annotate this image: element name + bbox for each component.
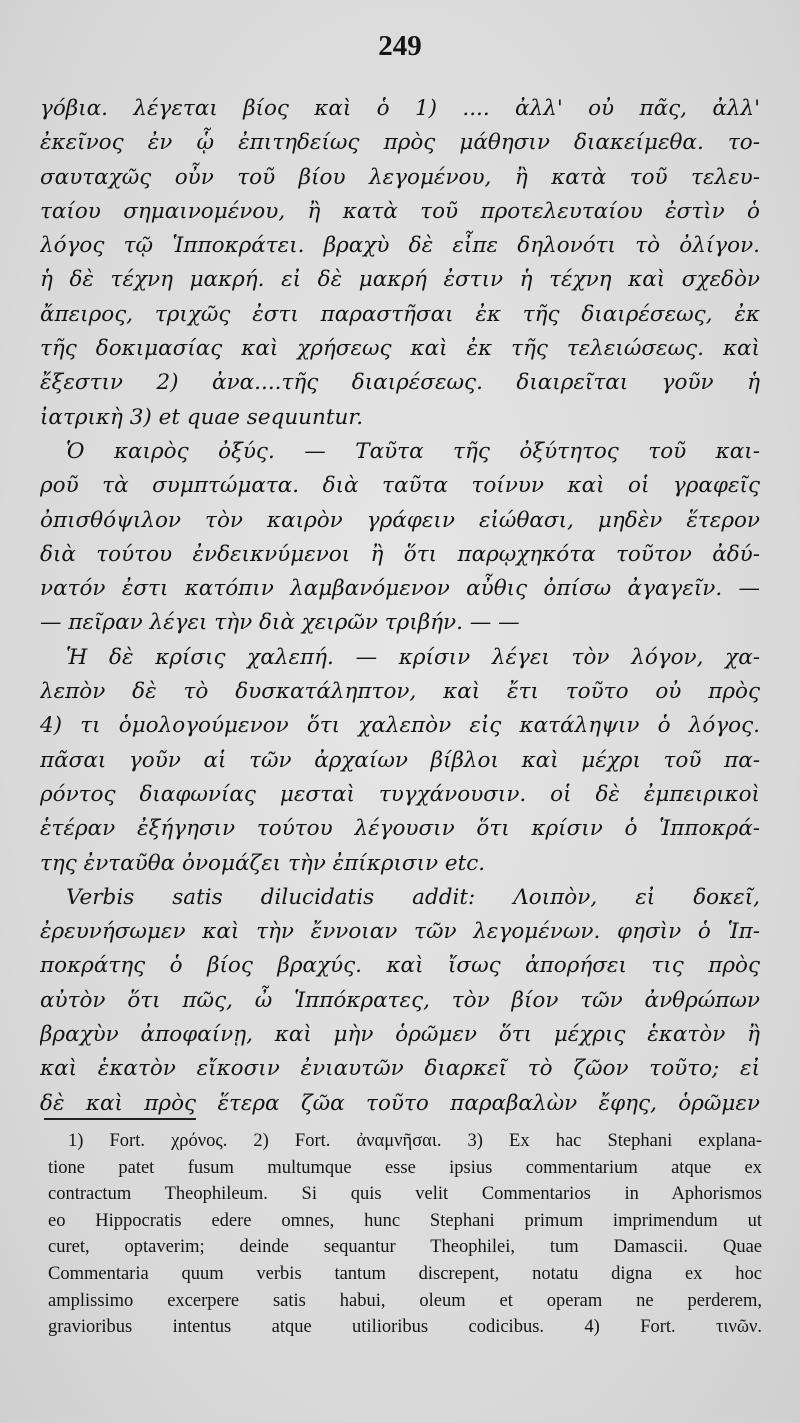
- text-line: ποκράτης ὁ βίος βραχύς. καὶ ἴσως ἀπορήσει τις πρὸς: [40, 953, 760, 979]
- footnote-line: 1) Fort. χρόνος. 2) Fort. ἀναμνῆσαι. 3) Ex hac Stephani explana-: [68, 1131, 762, 1151]
- footnote-line: Commentaria quum verbis tantum discrepent, notatu digna ex hoc: [48, 1263, 762, 1284]
- page-number: 249: [378, 30, 422, 62]
- text-line: ἐρευνήσωμεν καὶ τὴν ἔννοιαν τῶν λεγομένων. φησὶν ὁ Ἱπ-: [40, 919, 760, 945]
- text-line: ροῦ τὰ συμπτώματα. διὰ ταῦτα τοίνυν καὶ οἱ γραφεῖς: [40, 473, 760, 499]
- footnote-line: amplissimo excerpere satis habui, oleum et operam ne perderem,: [48, 1290, 762, 1311]
- text-line: Verbis satis dilucidatis addit: Λοιπὸν, εἰ δοκεῖ,: [66, 884, 760, 910]
- text-line: λεπὸν δὲ τὸ δυσκατάληπτον, καὶ ἔτι τοῦτο οὐ πρὸς: [40, 679, 760, 705]
- text-line: ταίου σημαινομένου, ἢ κατὰ τοῦ προτελευταίου ἐστὶν ὁ: [40, 198, 760, 224]
- footnote-line: gravioribus intentus atque utilioribus codicibus. 4) Fort. τινῶν.: [48, 1317, 762, 1338]
- text-line: διὰ τούτου ἐνδεικνύμενοι ἢ ὅτι παρῳχηκότα τοῦτον ἀδύ-: [40, 541, 760, 567]
- footnote-line: contractum Theophileum. Si quis velit Commentarios in Aphorismos: [48, 1184, 762, 1205]
- text-line: ρόντος διαφωνίας μεσταὶ τυγχάνουσιν. οἱ δὲ ἐμπειρικοὶ: [40, 781, 760, 807]
- footnote-line: eo Hippocratis edere omnes, hunc Stephani primum imprimendum ut: [48, 1210, 762, 1231]
- text-line: ἡ δὲ τέχνη μακρή. εἰ δὲ μακρή ἐστιν ἡ τέχνη καὶ σχεδὸν: [40, 267, 760, 293]
- text-line: σαυταχῶς οὖν τοῦ βίου λεγομένου, ἢ κατὰ τοῦ τελευ-: [40, 164, 760, 190]
- footnote-line: curet, optaverim; deinde sequantur Theophilei, tum Damascii. Quae: [48, 1237, 762, 1258]
- text-line: Ὁ καιρὸς ὀξύς. — Ταῦτα τῆς ὀξύτητος τοῦ και-: [66, 438, 760, 464]
- text-line: λόγος τῷ Ἱπποκράτει. βραχὺ δὲ εἶπε δηλονότι τὸ ὀλίγον.: [40, 233, 760, 259]
- text-line: ἐκεῖνος ἐν ᾧ ἐπιτηδείως πρὸς μάθησιν διακείμεθα. το-: [40, 130, 760, 156]
- text-line: της ἐνταῦθα ὀνομάζει τὴν ἐπίκρισιν etc.: [40, 850, 486, 876]
- footnote-line: tione patet fusum multumque esse ipsius commentarium atque ex: [48, 1157, 762, 1178]
- text-line: δὲ καὶ πρὸς ἕτερα ζῶα τοῦτο παραβαλὼν ἔφης, ὁρῶμεν: [40, 1090, 760, 1116]
- text-line: ἔξεστιν 2) ἀνα....τῆς διαιρέσεως. διαιρεῖται γοῦν ἡ: [40, 370, 760, 396]
- text-line: — πεῖραν λέγει τὴν διὰ χειρῶν τριβήν. — —: [40, 610, 520, 636]
- main-text: [40, 92, 760, 1121]
- footnote-separator: [44, 1118, 196, 1120]
- text-line: αὐτὸν ὅτι πῶς, ὦ Ἱππόκρατες, τὸν βίον τῶν ἀνθρώπων: [40, 987, 760, 1013]
- text-line: ὀπισθόψιλον τὸν καιρὸν γράφειν εἰώθασι, μηδὲν ἕτερον: [40, 507, 760, 533]
- text-line: ἰατρικὴ 3) et quae sequuntur.: [40, 404, 364, 430]
- text-line: βραχὺν ἀποφαίνῃ, καὶ μὴν ὁρῶμεν ὅτι μέχρις ἑκατὸν ἢ: [40, 1022, 760, 1048]
- text-line: καὶ ἑκατὸν εἴκοσιν ἐνιαυτῶν διαρκεῖ τὸ ζῶον τοῦτο; εἰ: [40, 1056, 760, 1082]
- footnotes: [48, 1128, 762, 1341]
- text-line: Ἡ δὲ κρίσις χαλεπή. — κρίσιν λέγει τὸν λόγον, χα-: [66, 644, 760, 670]
- text-line: ἑτέραν ἐξήγησιν τούτου λέγουσιν ὅτι κρίσιν ὁ Ἱπποκρά-: [40, 816, 760, 842]
- text-line: 4) τι ὁμολογούμενον ὅτι χαλεπὸν εἰς κατάληψιν ὁ λόγος.: [40, 713, 760, 739]
- text-line: γόβια. λέγεται βίος καὶ ὁ 1) .... ἀλλ' οὐ πᾶς, ἀλλ': [40, 96, 760, 121]
- text-line: πᾶσαι γοῦν αἱ τῶν ἀρχαίων βίβλοι καὶ μέχρι τοῦ πα-: [40, 747, 760, 773]
- text-line: νατόν ἐστι κατόπιν λαμβανόμενον αὖθις ὀπίσω ἀγαγεῖν. —: [40, 576, 760, 602]
- text-line: τῆς δοκιμασίας καὶ χρήσεως καὶ ἐκ τῆς τελειώσεως. καὶ: [40, 336, 760, 362]
- text-line: ἄπειρος, τριχῶς ἐστι παραστῆσαι ἐκ τῆς διαιρέσεως, ἐκ: [40, 301, 760, 327]
